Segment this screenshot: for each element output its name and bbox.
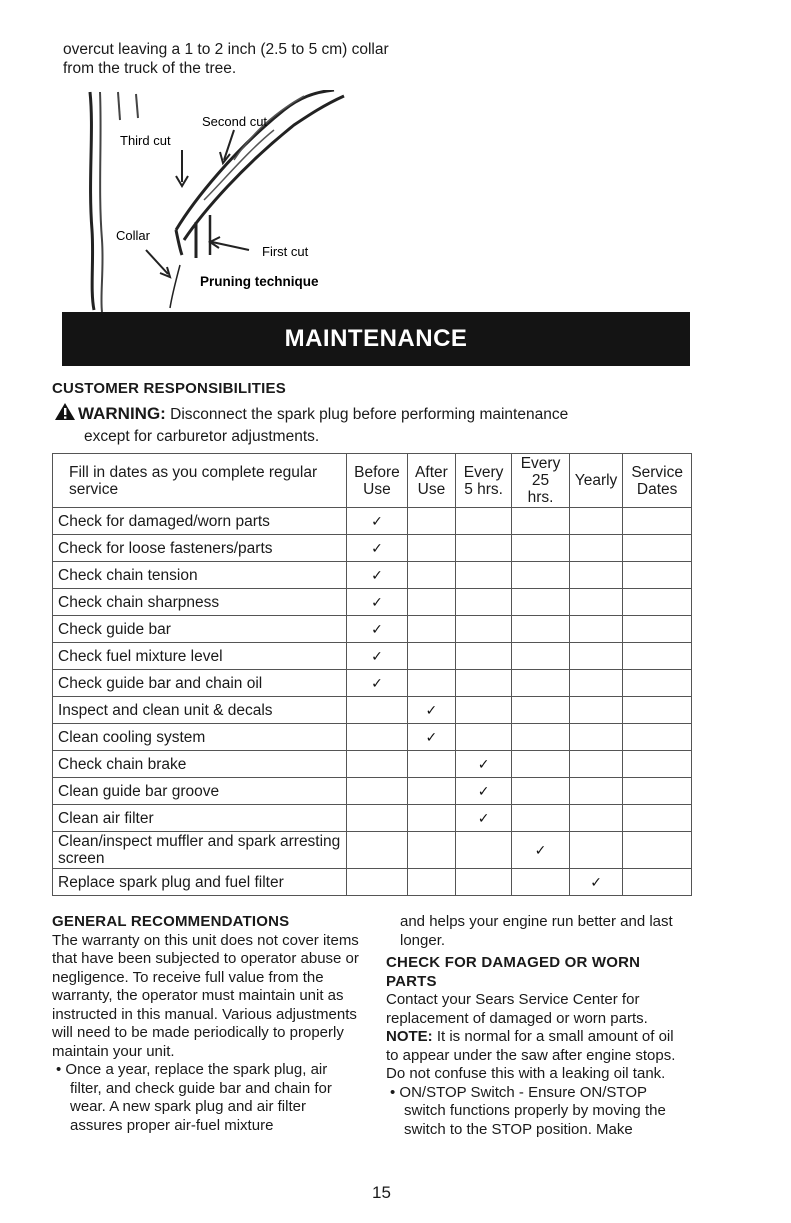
empty-cell — [512, 508, 570, 535]
empty-cell — [569, 751, 623, 778]
task-cell: Check chain brake — [53, 751, 347, 778]
pruning-figure — [84, 90, 374, 315]
empty-cell — [623, 724, 692, 751]
empty-cell — [455, 508, 511, 535]
check-mark: ✓ — [347, 643, 408, 670]
task-cell: Check guide bar and chain oil — [53, 670, 347, 697]
general-paragraph: The warranty on this unit does not cover items that have been subjected to operator abuse or negligence. To receive full value from the warranty, the operator must maintain unit as instructed in this manual. Various adjustments will need to be made periodically to properly maintain your unit. — [52, 931, 359, 1060]
empty-cell — [347, 805, 408, 832]
empty-cell — [512, 697, 570, 724]
empty-cell — [569, 643, 623, 670]
empty-cell — [512, 616, 570, 643]
table-row — [53, 805, 692, 832]
note-text: It is normal for a small amount of oil to appear under the saw after engine stops. Do not confuse this with a leaking oil tank. — [386, 1028, 676, 1082]
task-cell: Check chain sharpness — [53, 589, 347, 616]
table-row — [53, 616, 692, 643]
table-row — [53, 508, 692, 535]
empty-cell — [512, 778, 570, 805]
empty-cell — [455, 616, 511, 643]
general-bullet: • Once a year, replace the spark plug, air filter, and check guide bar and chain for wear. A new spark plug and air filter assures proper air-fuel mixture — [56, 1061, 332, 1134]
switch-bullet-text: ON/STOP Switch - Ensure ON/STOP switch functions properly by moving the switch to the STOP position. Make — [399, 1083, 666, 1138]
table-row — [53, 535, 692, 562]
empty-cell — [623, 778, 692, 805]
empty-cell — [347, 869, 408, 896]
empty-cell — [569, 778, 623, 805]
empty-cell — [512, 562, 570, 589]
warning-label: WARNING: — [78, 404, 166, 423]
task-cell: Check chain tension — [53, 562, 347, 589]
table-row — [53, 589, 692, 616]
section-title: CUSTOMER RESPONSIBILITIES — [52, 380, 286, 397]
empty-cell — [623, 643, 692, 670]
table-row — [53, 670, 692, 697]
empty-cell — [512, 535, 570, 562]
label-second-cut: Second cut — [202, 114, 268, 129]
empty-cell — [347, 751, 408, 778]
empty-cell — [407, 778, 455, 805]
empty-cell — [512, 724, 570, 751]
table-row — [53, 643, 692, 670]
empty-cell — [623, 697, 692, 724]
empty-cell — [623, 535, 692, 562]
note-block — [386, 1028, 688, 1084]
check-mark: ✓ — [569, 869, 623, 896]
empty-cell — [512, 751, 570, 778]
table-row — [53, 832, 692, 869]
page-number: 15 — [372, 1183, 391, 1202]
empty-cell — [407, 562, 455, 589]
check-mark: ✓ — [347, 535, 408, 562]
header-yearly: Yearly — [569, 454, 623, 508]
empty-cell — [569, 508, 623, 535]
table-row — [53, 724, 692, 751]
check-mark: ✓ — [407, 697, 455, 724]
empty-cell — [455, 869, 511, 896]
empty-cell — [623, 670, 692, 697]
empty-cell — [455, 562, 511, 589]
empty-cell — [455, 724, 511, 751]
maintenance-schedule-table — [52, 453, 692, 896]
empty-cell — [455, 670, 511, 697]
empty-cell — [455, 697, 511, 724]
empty-cell — [347, 724, 408, 751]
empty-cell — [407, 535, 455, 562]
empty-cell — [455, 535, 511, 562]
empty-cell — [623, 751, 692, 778]
pruning-illustration — [84, 90, 374, 315]
table-row — [53, 869, 692, 896]
header-before-use: Before Use — [347, 454, 408, 508]
empty-cell — [569, 589, 623, 616]
empty-cell — [512, 670, 570, 697]
contact-text: Contact your Sears Service Center for replacement of damaged or worn parts. — [386, 991, 648, 1027]
empty-cell — [569, 562, 623, 589]
empty-cell — [407, 869, 455, 896]
task-cell: Check guide bar — [53, 616, 347, 643]
empty-cell — [347, 697, 408, 724]
maintenance-banner — [62, 312, 690, 366]
check-mark: ✓ — [455, 778, 511, 805]
empty-cell — [407, 751, 455, 778]
table-header-row — [53, 454, 692, 508]
table-row — [53, 751, 692, 778]
check-mark: ✓ — [347, 616, 408, 643]
damaged-parts-heading: CHECK FOR DAMAGED OR WORN PARTS — [386, 954, 641, 990]
empty-cell — [347, 832, 408, 869]
empty-cell — [407, 589, 455, 616]
general-recommendations — [52, 913, 362, 1135]
header-every-5-hrs: Every 5 hrs. — [455, 454, 511, 508]
check-mark: ✓ — [347, 589, 408, 616]
check-mark: ✓ — [455, 751, 511, 778]
task-cell: Replace spark plug and fuel filter — [53, 869, 347, 896]
intro-text: overcut leaving a 1 to 2 inch (2.5 to 5 cm) collar from the truck of the tree. — [63, 41, 389, 77]
empty-cell — [623, 805, 692, 832]
empty-cell — [569, 616, 623, 643]
empty-cell — [569, 697, 623, 724]
task-cell: Check fuel mixture level — [53, 643, 347, 670]
header-service-dates: Service Dates — [623, 454, 692, 508]
table-row — [53, 697, 692, 724]
label-first-cut: First cut — [262, 244, 309, 259]
header-after-use: After Use — [407, 454, 455, 508]
check-mark: ✓ — [455, 805, 511, 832]
label-collar: Collar — [116, 228, 150, 243]
table-row — [53, 778, 692, 805]
check-mark: ✓ — [407, 724, 455, 751]
empty-cell — [623, 562, 692, 589]
table-row — [53, 562, 692, 589]
empty-cell — [512, 643, 570, 670]
figure-caption: Pruning technique — [200, 274, 319, 289]
general-bullet-text: Once a year, replace the spark plug, air filter, and check guide bar and chain for wear. A new spark plug and air filter assures proper air-fuel mixture — [65, 1061, 332, 1134]
empty-cell — [623, 508, 692, 535]
empty-cell — [347, 778, 408, 805]
empty-cell — [623, 832, 692, 869]
empty-cell — [407, 670, 455, 697]
warning-triangle-icon — [54, 402, 76, 427]
empty-cell — [455, 589, 511, 616]
empty-cell — [455, 832, 511, 869]
empty-cell — [569, 724, 623, 751]
task-cell: Inspect and clean unit & decals — [53, 697, 347, 724]
empty-cell — [569, 805, 623, 832]
check-mark: ✓ — [347, 670, 408, 697]
empty-cell — [623, 869, 692, 896]
empty-cell — [407, 805, 455, 832]
empty-cell — [455, 643, 511, 670]
header-every-25-hrs: Every 25 hrs. — [512, 454, 570, 508]
check-mark: ✓ — [347, 508, 408, 535]
switch-bullet: • ON/STOP Switch - Ensure ON/STOP switch functions properly by moving the switch to the STOP position. Make — [390, 1083, 666, 1138]
label-third-cut: Third cut — [120, 133, 171, 148]
empty-cell — [407, 508, 455, 535]
check-mark: ✓ — [347, 562, 408, 589]
empty-cell — [512, 589, 570, 616]
empty-cell — [407, 832, 455, 869]
warning-block — [54, 402, 734, 447]
check-mark: ✓ — [512, 832, 570, 869]
note-label: NOTE: — [386, 1028, 433, 1045]
task-cell: Clean cooling system — [53, 724, 347, 751]
empty-cell — [512, 805, 570, 832]
warning-text-line1: Disconnect the spark plug before performing maintenance — [170, 406, 569, 423]
empty-cell — [569, 535, 623, 562]
task-cell: Clean/inspect muffler and spark arresting screen — [53, 832, 347, 869]
empty-cell — [512, 869, 570, 896]
right-column — [386, 913, 688, 1139]
empty-cell — [407, 643, 455, 670]
empty-cell — [569, 832, 623, 869]
general-heading: GENERAL RECOMMENDATIONS — [52, 913, 290, 930]
empty-cell — [407, 616, 455, 643]
empty-cell — [569, 670, 623, 697]
empty-cell — [623, 589, 692, 616]
continuation-text: and helps your engine run better and last longer. — [400, 913, 673, 949]
task-cell: Clean guide bar groove — [53, 778, 347, 805]
banner-title: MAINTENANCE — [284, 325, 468, 352]
header-task: Fill in dates as you complete regular service — [53, 454, 347, 508]
empty-cell — [623, 616, 692, 643]
task-cell: Check for loose fasteners/parts — [53, 535, 347, 562]
task-cell: Clean air filter — [53, 805, 347, 832]
task-cell: Check for damaged/worn parts — [53, 508, 347, 535]
warning-text-line2: except for carburetor adjustments. — [84, 428, 320, 445]
